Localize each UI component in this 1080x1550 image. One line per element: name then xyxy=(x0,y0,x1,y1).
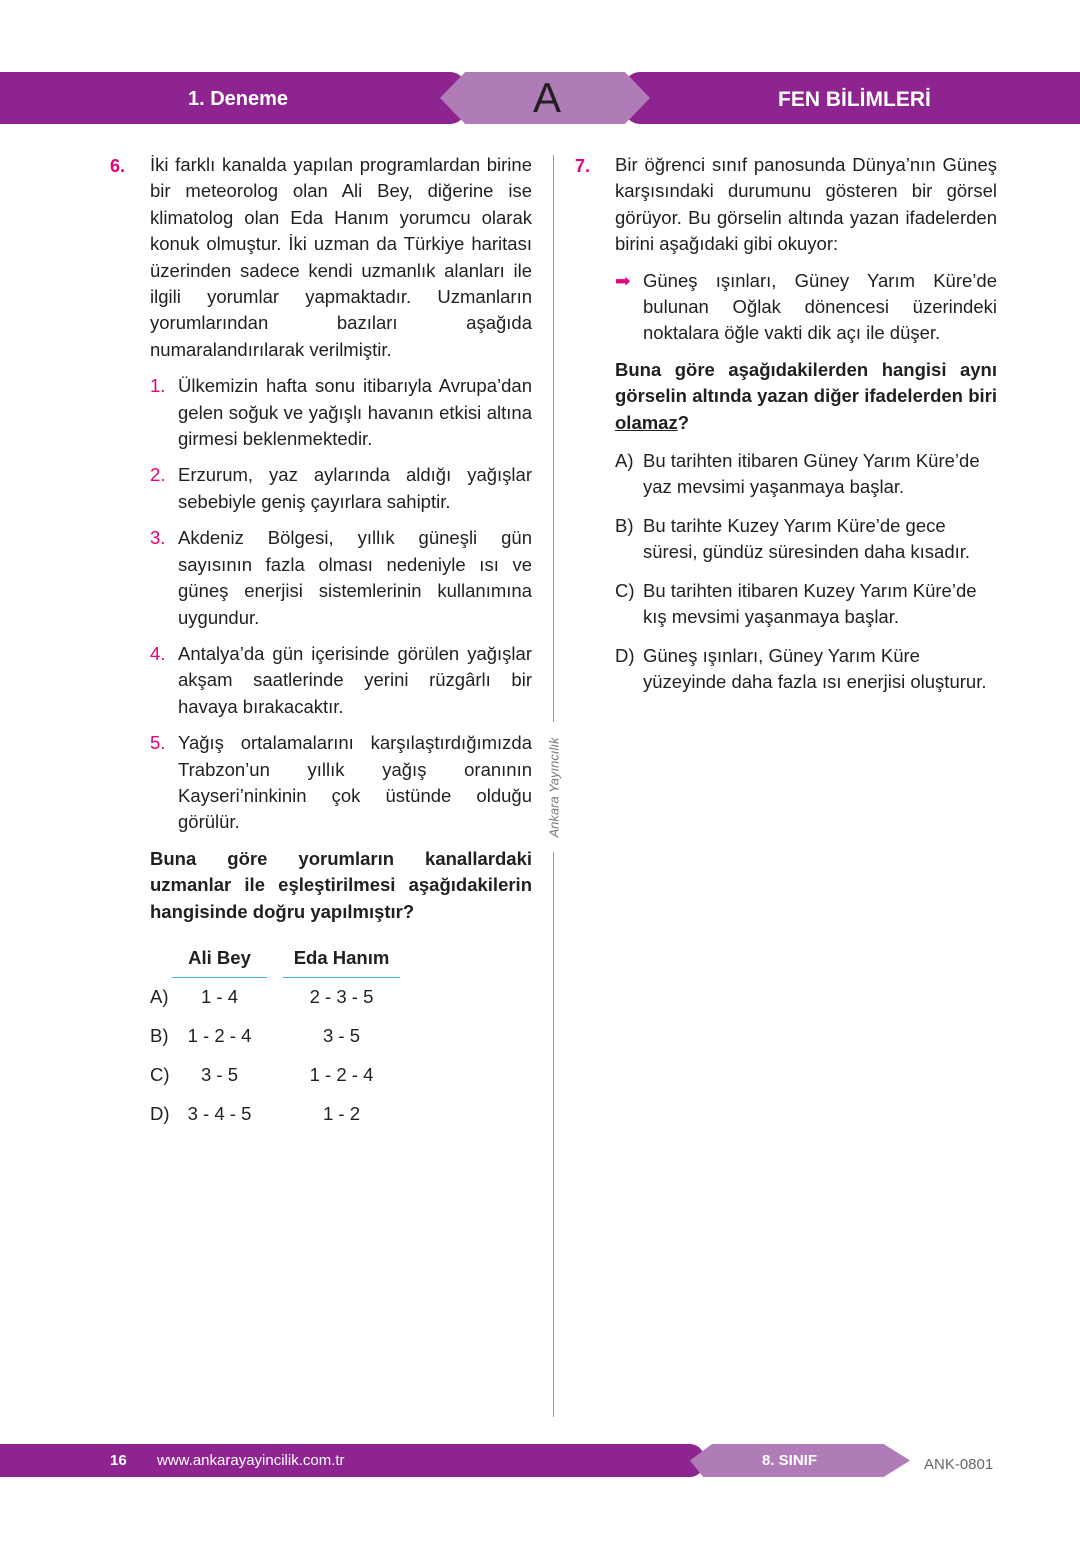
option-row[interactable] xyxy=(150,978,400,1017)
item-text: Ülkemizin hafta sonu itibarıyla Avrupa’dan gelen soğuk ve yağışlı havanın etkisi altına girmesi beklenmektedir. xyxy=(178,375,532,450)
arrow-right-icon: ➡ xyxy=(615,269,631,291)
exam-title: 1. Deneme xyxy=(188,88,289,110)
option-c[interactable] xyxy=(615,578,997,631)
option-row[interactable] xyxy=(150,1056,400,1095)
ali-value: 1 - 4 xyxy=(200,986,239,1008)
item-number: 4. xyxy=(150,642,166,664)
item-number: 5. xyxy=(150,732,166,754)
eda-value: 3 - 5 xyxy=(322,1025,361,1047)
stem-text: Buna göre aşağıdakilerden hangisi aynı görselin altında yazan diğer ifadelerden biri xyxy=(615,358,997,407)
item-text: Yağış ortalamalarını karşılaştırdığımızda Trabzon’un yıllık yağış oranının Kayseri’ninkinin çok üstünde olduğu görülür. xyxy=(178,732,532,833)
statement-item xyxy=(150,730,532,836)
item-text: Antalya’da gün içerisinde görülen yağışlar akşam saatlerinde yerini rüzgârlı bir havaya bırakacaktır. xyxy=(178,642,532,717)
option-letter: D) xyxy=(615,644,635,666)
watermark-text: Ankara Yayıncılık xyxy=(546,737,562,837)
statement-item xyxy=(150,641,532,720)
quoted-statement xyxy=(615,268,997,347)
page-number: 16 xyxy=(110,1452,127,1469)
option-d[interactable] xyxy=(615,643,997,696)
booklet-code: ANK-0801 xyxy=(924,1456,994,1473)
footer-band xyxy=(0,1444,705,1477)
question-7-number: 7. xyxy=(575,156,591,176)
col-header-eda: Eda Hanım xyxy=(283,939,400,978)
stem-keyword: olamaz xyxy=(615,411,678,433)
publisher-url[interactable]: www.ankarayayincilik.com.tr xyxy=(157,1452,345,1469)
item-number: 1. xyxy=(150,375,166,397)
question-7-intro: Bir öğrenci sınıf panosunda Dünya’nın Güneş karşısındaki durumunu gösteren bir görsel görüyor. Bu görselin altında yazan ifadelerden birini aşağıdaki gibi okuyor: xyxy=(615,154,997,255)
option-letter: A) xyxy=(615,450,634,472)
col-header-ali: Ali Bey xyxy=(172,939,267,978)
ali-value: 3 - 5 xyxy=(200,1064,239,1086)
question-6-stem: Buna göre yorumların kanallardaki uzmanlar ile eşleştirilmesi aşağıdakilerin hangisinde doğru yapılmıştır? xyxy=(150,847,532,922)
grade-label: 8. SINIF xyxy=(762,1452,818,1469)
item-number: 2. xyxy=(150,464,166,486)
statement-item xyxy=(150,373,532,452)
question-6-number: 6. xyxy=(110,156,126,176)
option-text: Güneş ışınları, Güney Yarım Küre yüzeyinde daha fazla ısı enerjisi oluşturur. xyxy=(643,644,987,692)
statement-item xyxy=(150,462,532,515)
statement-text: Güneş ışınları, Güney Yarım Küre’de bulunan Oğlak dönencesi üzerindeki noktalara öğle vakti dik açı ile düşer. xyxy=(643,269,997,344)
question-6-intro: İki farklı kanalda yapılan programlardan birine bir meteorolog olan Ali Bey, diğerine ise klimatolog olan Eda Hanım yorumcu olarak konuk olmuştur. İki uzman da Türkiye haritası üzerinden sadece kendi uzmanlık alanları ile ilgili yorumlar yapmaktadır. Uzmanların yorumlarından bazıları aşağıda numaralandırılarak verilmiştir. xyxy=(150,154,532,360)
booklet-letter: A xyxy=(533,74,562,121)
eda-value: 1 - 2 - 4 xyxy=(309,1064,374,1086)
answer-table xyxy=(150,939,400,1134)
option-b[interactable] xyxy=(615,513,997,566)
option-text: Bu tarihte Kuzey Yarım Küre’de gece süresi, gündüz süresinden daha kısadır. xyxy=(643,514,971,563)
question-7-stem xyxy=(615,357,997,436)
option-letter[interactable]: C) xyxy=(150,1064,170,1086)
option-letter[interactable]: D) xyxy=(150,1103,170,1125)
item-number: 3. xyxy=(150,527,166,549)
option-a[interactable] xyxy=(615,448,997,501)
option-letter: C) xyxy=(615,579,635,601)
option-letter[interactable]: A) xyxy=(150,986,169,1008)
option-letter: B) xyxy=(615,514,634,536)
ali-value: 1 - 2 - 4 xyxy=(187,1025,252,1047)
option-text: Bu tarihten itibaren Güney Yarım Küre’de yaz mevsimi yaşanmaya başlar. xyxy=(643,450,980,498)
subject-title: FEN BİLİMLERİ xyxy=(778,88,931,111)
item-text: Erzurum, yaz aylarında aldığı yağışlar sebebiyle geniş çayırlara sahiptir. xyxy=(178,464,532,512)
ali-value: 3 - 4 - 5 xyxy=(187,1103,252,1125)
question-7 xyxy=(615,152,997,695)
option-row[interactable] xyxy=(150,1017,400,1056)
question-6 xyxy=(150,152,532,1134)
option-text: Bu tarihten itibaren Kuzey Yarım Küre’de kış mevsimi yaşanmaya başlar. xyxy=(643,579,977,628)
statement-item xyxy=(150,525,532,631)
stem-end: ? xyxy=(677,411,690,433)
publisher-watermark xyxy=(543,722,565,852)
option-letter[interactable]: B) xyxy=(150,1025,169,1047)
eda-value: 2 - 3 - 5 xyxy=(309,986,374,1008)
eda-value: 1 - 2 xyxy=(322,1103,361,1125)
item-text: Akdeniz Bölgesi, yıllık güneşli gün sayısının fazla olması nedeniyle ısı ve güneş enerjisi sistemlerinin kullanımına uygundur. xyxy=(178,527,532,628)
option-row[interactable] xyxy=(150,1095,400,1134)
